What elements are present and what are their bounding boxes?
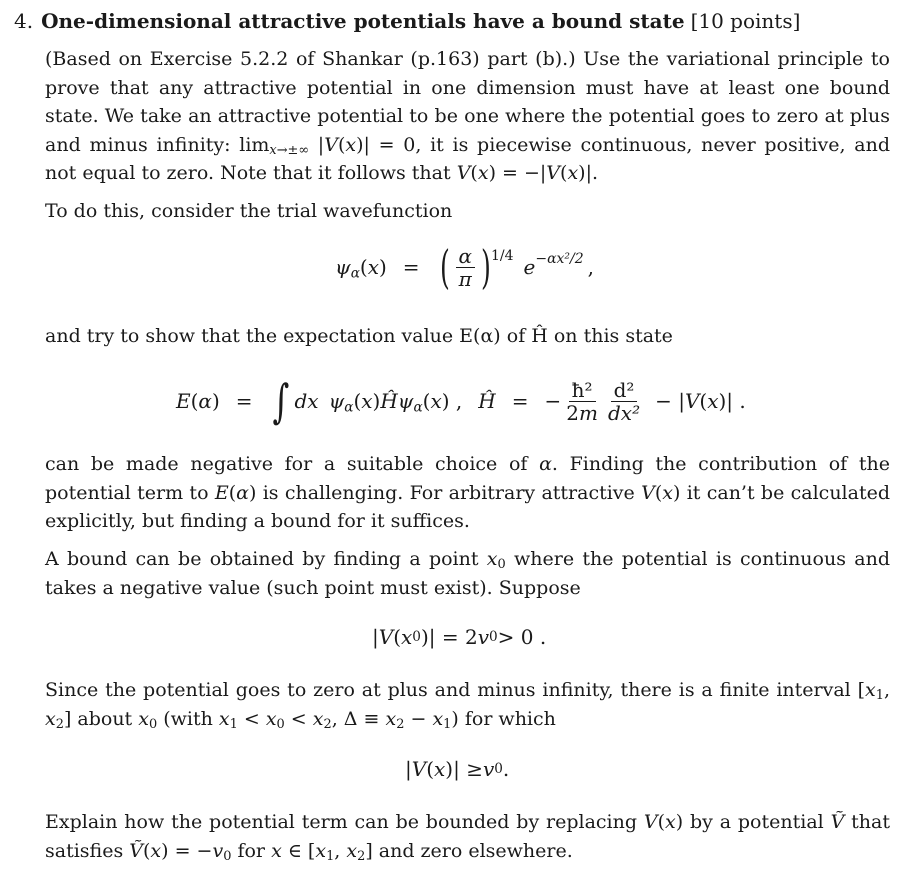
paragraph-intro: (Based on Exercise 5.2.2 of Shankar (p.163) part (b).) Use the variational principle to prove that any attractive potential in one dimension must have at least one bound state. We take an attractive potential to be one where the potential goes to zero at plus and minus infinity: $\lim_{x\to\pm\infty} |V(x)| = 0$, it is piecewise continuous, never positive, and not equal to zero. Note that it follows that V(x) = −|V(x)|. — [45, 48, 890, 184]
paragraph-finite-interval: Since the potential goes to zero at plus and minus infinity, there is a finite interval [$x_1$, $x_2$] about $x_0$ (with $x_1 < x_0 < x_2$, $\Delta \equiv x_2 - x_1$) for which — [45, 679, 890, 732]
problem-title: One-dimensional attractive potentials have a bound state — [41, 9, 685, 33]
problem-heading — [14, 8, 800, 34]
paragraph-bound-point: A bound can be obtained by finding a point $x_0$ where the potential is continuous and takes a negative value (such point must exist). Suppose — [45, 548, 890, 599]
problem-number: 4. — [14, 9, 34, 33]
paragraph-trial-intro: To do this, consider the trial wavefunction — [45, 200, 453, 222]
problem-points: [10 points] — [690, 9, 801, 33]
equation-expectation: E ( α ) = ∫ dx $\psi_\alpha$ ( x ) $Ĥ\psi_\alpha$ ( x ) , Ĥ = − $\frac{\text{ħ²}}{2m}$ $\frac{\text{d²}}{\text{dx²}}$ − | V ( x )| . — [176, 374, 746, 428]
paragraph-expectation-intro: and try to show that the expectation value E(α) of Ĥ on this state — [45, 325, 673, 347]
equation-v-bound: | V ( x )| ≥ v 0 . — [405, 757, 510, 781]
paragraph-negative-energy: can be made negative for a suitable choice of α. Finding the contribution of the potential term to E(α) is challenging. For arbitrary attractive V(x) it can’t be calculated explicitly, but finding a bound for it suffices. — [45, 453, 891, 532]
equation-v-at-x0: | V ( x 0 )| = 2 v 0 > 0 . — [372, 625, 547, 649]
paragraph-explain-bound: Explain how the potential term can be bounded by replacing V(x) by a potential Ṽ that satisfies Ṽ(x) = $-v_0$ for x ∈ [$x_1$, $x_2$] and zero elsewhere. — [45, 811, 890, 864]
equation-trial-wavefunction: $\psi_\alpha$ ( x ) = ( $\frac{\alpha}{\pi}$ ) 1/4 e −αx²/2 , — [335, 240, 595, 294]
